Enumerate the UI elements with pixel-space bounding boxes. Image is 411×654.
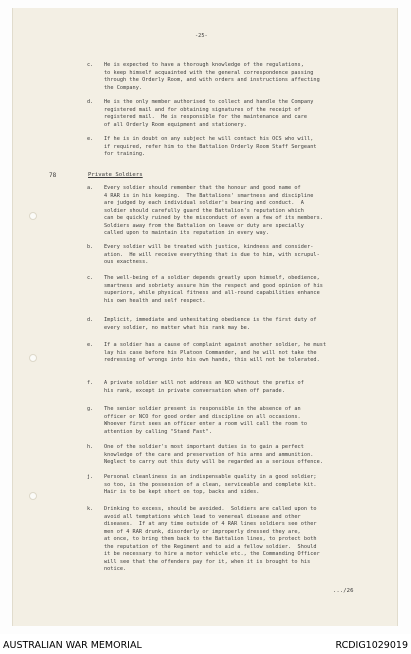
paragraph-letter: e. — [87, 136, 94, 142]
paragraph-text: If a soldier has a cause of complaint against another soldier, he must lay his case before his Platoon Commander, and he will not take the redressing of wrongs into his own hands, this will not be tolerated. — [104, 342, 327, 363]
paragraph-text: If he is in doubt on any subject he will contact his OCS who will, if required, refer him to the Battalion Orderly Room Staff Sergeant for training. — [104, 136, 317, 157]
paragraph-letter: f. — [87, 380, 94, 386]
page-number: -25- — [195, 33, 208, 39]
paragraph-text: Drinking to excess, should be avoided. Soldiers are called upon to avoid all temptations which lead to venereal disease and other diseases. If at any time outside of 4 RAR lines soldiers see other men of 4 RAR drunk, disorderly or improperly dressed they are, at once, to bring them back to the Battalion lines, to protect both the reputation of the Regiment and to aid a fellow soldier. Should it be necessary to hire a motor vehicle etc., the Commanding Officer will see that the offenders pay for it, when it is brought to his notice. — [104, 506, 320, 572]
paragraph-text: He is the only member authorised to collect and handle the Company registered mail and for obtaining signatures of the receipt of registered mail. He is responsible for the maintenance and care of all Orderly Room equipment and stationery. — [104, 99, 314, 128]
punch-hole — [29, 354, 37, 362]
paragraph-letter: j. — [87, 474, 94, 480]
paragraph-letter: h. — [87, 444, 94, 450]
margin-paragraph-number: 78 — [49, 172, 57, 179]
paragraph-text: One of the soldier's most important duties is to gain a perfect knowledge of the care and preservation of his arms and ammunition. Neglect to carry out this duty will be regarded as a serious offence. — [104, 444, 323, 465]
section-heading: Private Soldiers — [88, 172, 143, 178]
archive-footer — [0, 634, 411, 654]
paragraph-text: He is expected to have a thorough knowledge of the regulations, to keep himself acquainted with the general correspondence passing through the Orderly Room, and with orders and instructions affecting the Company. — [104, 62, 320, 91]
paragraph-text: Every soldier should remember that the honour and good name of 4 RAR is in his keeping. The Battalions' smartness and discipline are judged by each individual soldier's bearing and conduct. A soldier should carefully guard the Battalion's reputation which can be quickly ruined by the misconduct of even a few of its members. Soldiers away from the Battalion on leave or duty are specially called upon to maintain its reputation in every way. — [104, 185, 323, 236]
punch-hole — [29, 492, 37, 500]
paragraph-letter: a. — [87, 185, 94, 191]
archive-name: AUSTRALIAN WAR MEMORIAL — [3, 640, 142, 651]
paragraph-text: The senior soldier present is responsible in the absence of an officer or NCO for good order and discipline on all occasions. Whoever first sees an officer enter a room will call the room to attention by calling "Stand Fast". — [104, 406, 308, 435]
paragraph-text: Personal cleanliness is an indispensable quality in a good soldier; so too, is the possession of a clean, serviceable and complete kit. Hair is to be kept short on top, backs and sides. — [104, 474, 317, 495]
paragraph-text: Implicit, immediate and unhesitating obedience is the first duty of every soldier, no matter what his rank may be. — [104, 317, 317, 331]
paragraph-letter: k. — [87, 506, 94, 512]
punch-hole — [29, 212, 37, 220]
paragraph-letter: b. — [87, 244, 94, 250]
paragraph-letter: d. — [87, 99, 94, 105]
record-id: RCDIG1029019 — [335, 640, 408, 651]
paragraph-letter: g. — [87, 406, 94, 412]
paragraph-letter: c. — [87, 62, 94, 68]
paragraph-letter: e. — [87, 342, 94, 348]
paragraph-letter: d. — [87, 317, 94, 323]
paragraph-text: Every soldier will be treated with justice, kindness and consider- ation. He will receive everything that is due to him, with scrupul- ous exactness. — [104, 244, 320, 265]
continuation-marker: .../26 — [333, 588, 354, 594]
paragraph-text: A private soldier will not address an NCO without the prefix of his rank, except in private conversation when off parade. — [104, 380, 304, 394]
paragraph-text: The well-being of a soldier depends greatly upon himself, obedience, smartness and sobriety assure him the respect and good opinion of his superiors, while physical fitness and all-round capabilities enhance his own health and self respect. — [104, 275, 323, 304]
paragraph-letter: c. — [87, 275, 94, 281]
